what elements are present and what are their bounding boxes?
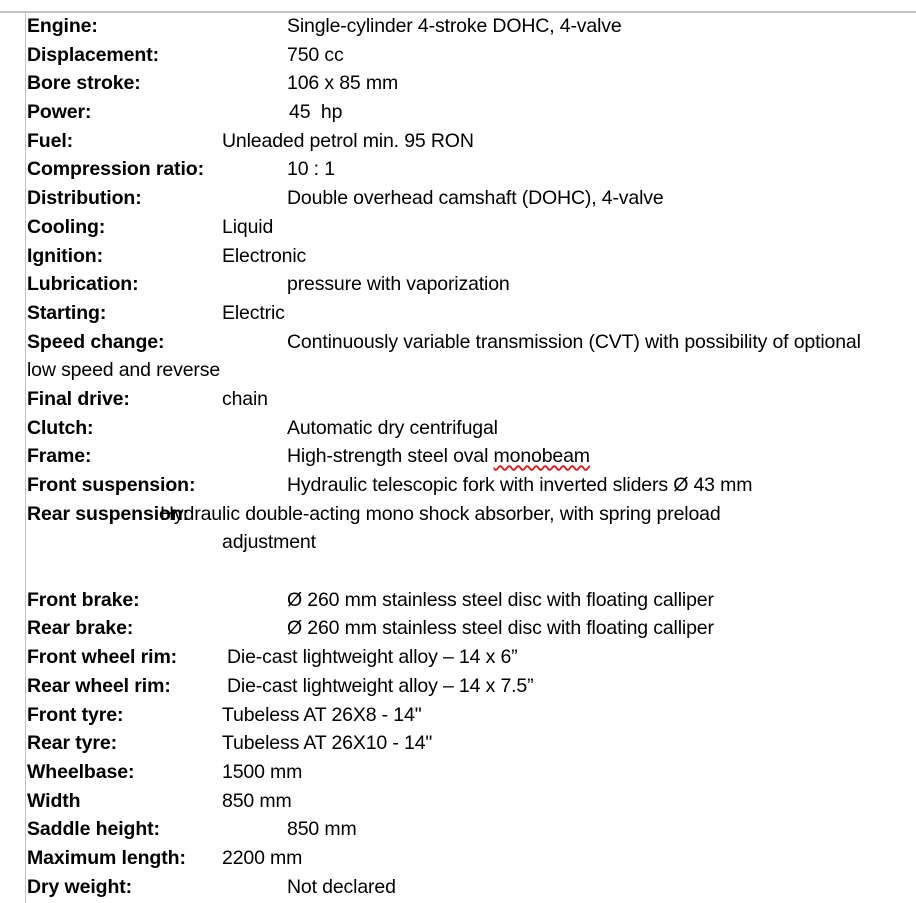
spec-row [0,270,916,299]
spec-value: Die-cast lightweight alloy – 14 x 7.5” [227,674,534,697]
spec-value: Not declared [287,875,396,898]
spec-row [0,758,916,787]
spec-value: Die-cast lightweight alloy – 14 x 6” [227,646,518,669]
spec-value: Tubeless AT 26X10 - 14" [222,732,433,755]
spec-value: Hydraulic double-acting mono shock absorber, with spring preload [160,502,721,525]
spec-row [0,12,916,41]
spec-row [0,500,916,529]
spec-value: 850 mm [287,818,357,841]
spec-row [0,873,916,902]
spec-value: Electric [222,301,285,324]
spec-value: 1500 mm [222,760,303,783]
spec-value: Automatic dry centrifugal [287,416,498,439]
spec-label: Front tyre: [27,703,124,726]
spec-label: Rear suspension: [27,502,190,525]
spec-continuation-text: adjustment [222,531,316,554]
spec-value: 45 hp [289,101,343,124]
spec-value: Ø 260 mm stainless steel disc with floating calliper [287,617,714,640]
spec-label: Power: [27,101,92,124]
spec-row [0,614,916,643]
spec-value: 10 : 1 [287,158,335,181]
spec-row [0,643,916,672]
spec-value: pressure with vaporization [287,273,510,296]
spec-row [0,729,916,758]
spec-label: Clutch: [27,416,94,439]
spec-label: Width [27,789,81,812]
spec-value: 2200 mm [222,846,303,869]
spec-value: 106 x 85 mm [287,72,399,95]
spec-row-continuation [0,356,916,385]
spec-row [0,414,916,443]
spec-value: Unleaded petrol min. 95 RON [222,129,474,152]
spec-label: Front wheel rim: [27,646,178,669]
spec-value: Liquid [222,215,274,238]
spec-value: Single-cylinder 4-stroke DOHC, 4-valve [287,15,622,37]
spec-row [0,586,916,615]
spec-label: Bore stroke: [27,72,141,95]
spec-label: Rear brake: [27,617,134,640]
specification-list [0,12,916,901]
spec-row [0,98,916,127]
spec-label: Lubrication: [27,273,139,296]
spec-value [287,442,590,471]
spec-row-spacer [0,557,916,586]
spec-label: Frame: [27,445,92,468]
spec-row [0,328,916,357]
spec-label: Maximum length: [27,846,186,869]
spec-label: Saddle height: [27,818,160,841]
spec-label: Cooling: [27,215,106,238]
spec-row [0,69,916,98]
spec-continuation-text: low speed and reverse [27,359,221,382]
spec-label: Ignition: [27,244,103,267]
spec-value: Double overhead camshaft (DOHC), 4-valve [287,187,664,210]
spec-row [0,184,916,213]
spec-value: Hydraulic telescopic fork with inverted sliders Ø 43 mm [287,474,753,496]
misspelled-word: monobeam [493,445,590,468]
spec-label: Rear tyre: [27,732,118,755]
spec-row [0,242,916,271]
spec-row [0,787,916,816]
spec-value: Continuously variable transmission (CVT) with possibility of optional [287,330,861,353]
spec-value: Tubeless AT 26X8 - 14" [222,703,422,726]
spec-label: Engine: [27,15,98,37]
spec-value: 750 cc [287,43,344,66]
spec-row [0,672,916,701]
spec-label: Displacement: [27,43,159,66]
spec-label: Wheelbase: [27,760,135,783]
spec-label: Compression ratio: [27,158,204,181]
spec-row [0,471,916,500]
spec-label: Speed change: [27,330,165,353]
spec-label: Final drive: [27,387,130,410]
spec-row [0,844,916,873]
spec-row [0,41,916,70]
spec-row [0,299,916,328]
spec-row [0,127,916,156]
spec-value-text: High-strength steel oval [287,445,494,468]
spec-row [0,815,916,844]
spec-label: Dry weight: [27,875,133,898]
spec-value: 850 mm [222,789,292,812]
spec-label: Front brake: [27,588,140,611]
spec-row [0,701,916,730]
spec-row [0,155,916,184]
spec-label: Starting: [27,301,107,324]
spec-label: Distribution: [27,187,142,210]
spec-row [0,442,916,471]
spec-value: Ø 260 mm stainless steel disc with floating calliper [287,588,714,611]
spec-label: Fuel: [27,129,74,152]
spec-row-continuation [0,528,916,557]
spec-value: chain [222,387,268,410]
spec-value: Electronic [222,244,307,267]
spec-label: Rear wheel rim: [27,674,171,697]
spec-row [0,213,916,242]
spec-label: Front suspension: [27,474,196,496]
spec-row [0,385,916,414]
